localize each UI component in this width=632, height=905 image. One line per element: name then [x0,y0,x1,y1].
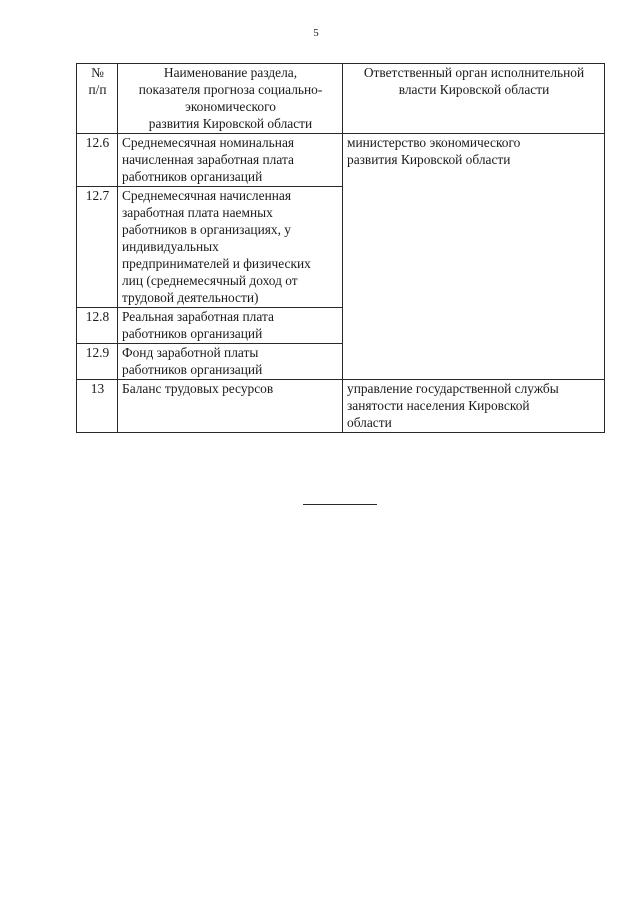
header-name-line: развития Кировской области [148,116,313,131]
row-name [118,187,343,308]
row-name [118,344,343,380]
row-org-line: развития Кировской области [347,152,511,167]
row-name [118,308,343,344]
header-num [77,64,118,134]
row-org-line: управление государственной службы [347,381,559,396]
header-num-line: № [91,65,104,80]
header-name [118,64,343,134]
row-name [118,134,343,187]
row-org [343,134,605,380]
row-name-line: работников организаций [122,362,263,377]
row-num: 12.6 [77,134,118,187]
row-num: 13 [77,380,118,433]
row-num: 12.7 [77,187,118,308]
row-name-line: Среднемесячная начисленная [122,188,291,203]
table-header-row [77,64,605,134]
row-name-line: Среднемесячная номинальная [122,135,295,150]
row-name-line: начисленная заработная плата [122,152,294,167]
header-org-line: Ответственный орган исполнительной [363,65,585,80]
row-name-line: Реальная заработная плата [122,309,274,324]
row-name-line: работников организаций [122,169,263,184]
row-org [343,380,605,433]
row-name [118,380,343,433]
header-name-line: показателя прогноза социально- [138,82,323,97]
row-num: 12.9 [77,344,118,380]
row-num: 12.8 [77,308,118,344]
header-org-line: власти Кировской области [398,82,550,97]
row-name-line: Фонд заработной платы [122,345,259,360]
row-name-line: лиц (среднемесячный доход от [122,273,298,288]
table-row [77,134,605,187]
row-name-line: трудовой деятельности) [122,290,259,305]
header-num-line: п/п [88,82,107,97]
row-name-line: работников организаций [122,326,263,341]
header-name-line: Наименование раздела, [163,65,298,80]
header-name-line: экономического [185,99,276,114]
end-of-document-rule [303,504,377,505]
table-row [77,380,605,433]
row-name-line: предпринимателей и физических [122,256,311,271]
page-number: 5 [313,27,319,39]
header-org [343,64,605,134]
row-org-line: министерство экономического [347,135,521,150]
row-name-line: работников в организациях, у [122,222,291,237]
row-org-line: области [347,415,392,430]
responsibility-table [76,63,605,433]
row-name-line: Баланс трудовых ресурсов [122,381,274,396]
row-name-line: заработная плата наемных [122,205,273,220]
row-name-line: индивидуальных [122,239,219,254]
row-org-line: занятости населения Кировской [347,398,530,413]
